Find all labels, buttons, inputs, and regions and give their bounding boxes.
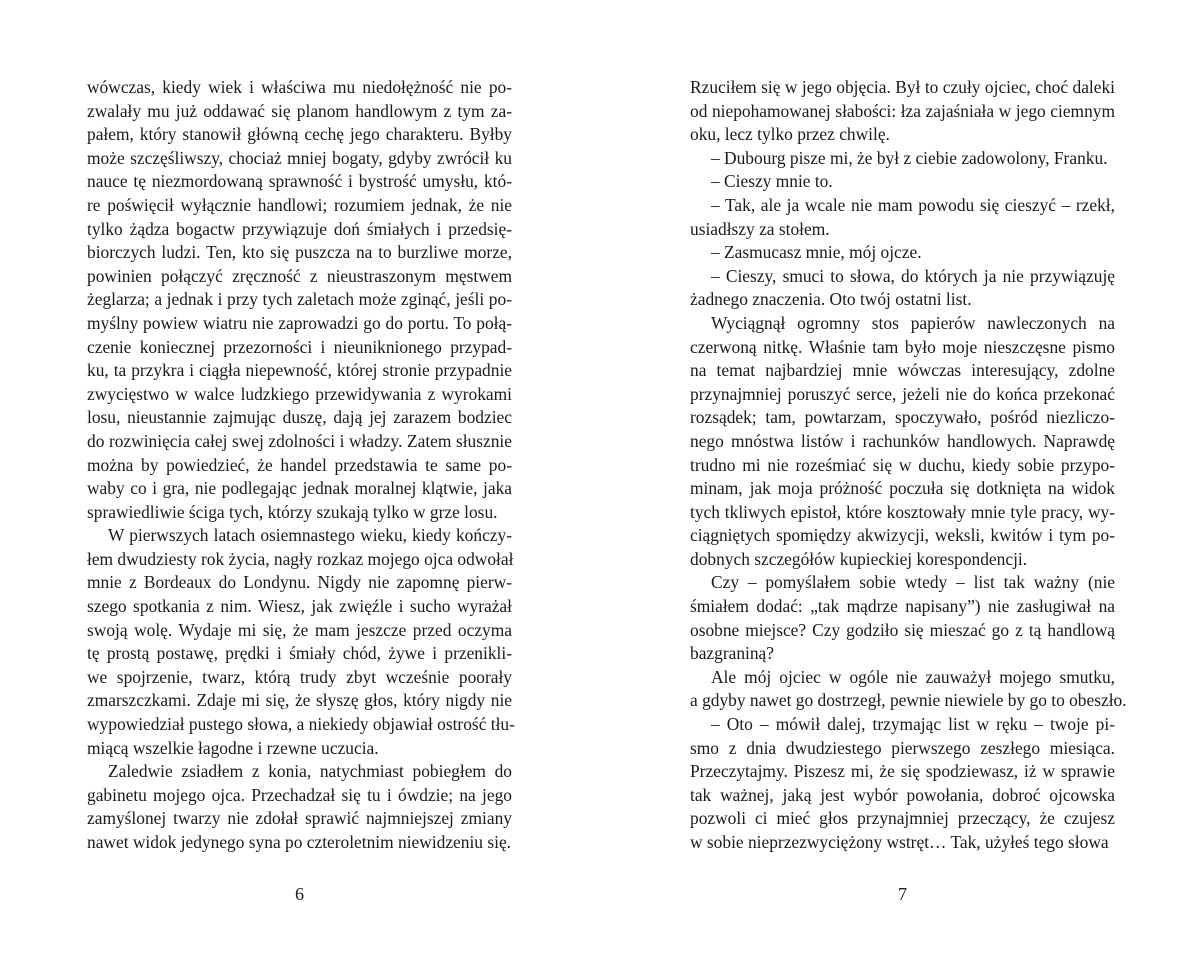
left-page-text xyxy=(87,76,515,855)
right-page-text xyxy=(690,76,1127,855)
text-line: Ale mój ojciec w ogóle nie zauważył mojego smutku, xyxy=(711,666,1115,687)
text-line: tę prostą postawę, prędki i śmiały chód, żywe i przenikli- xyxy=(87,643,512,664)
text-line: oku, lecz tylko przez chwilę. xyxy=(690,124,890,145)
text-line: sprawiedliwie ściga tych, którzy szukają tylko w grze losu. xyxy=(87,501,498,522)
text-line: W pierwszych latach osiemnastego wieku, kiedy kończy- xyxy=(108,525,512,546)
text-line: zwalały mu już oddawać się planom handlowym z tym za- xyxy=(87,100,512,121)
text-line: tylko żądza bogactw przywiązuje doń śmiałych i przedsię- xyxy=(87,218,512,239)
text-line: smo z dnia dwudziestego pierwszego zeszłego miesiąca. xyxy=(690,737,1115,758)
text-line: tych tkliwych epistoł, które kosztowały mnie tyle pracy, wy- xyxy=(690,501,1115,522)
text-line: Przeczytajmy. Piszesz mi, że się spodziewasz, iż w sprawie xyxy=(690,761,1115,782)
text-line: w sobie nieprzezwyciężony wstręt… Tak, użyłeś tego słowa xyxy=(690,832,1109,852)
text-line: we spojrzenie, twarz, którą trudy zbyt wcześnie poorały xyxy=(87,666,512,687)
text-line: – Oto – mówił dalej, trzymając list w ręku – twoje pi- xyxy=(711,714,1115,735)
text-line: Czy – pomyślałem sobie wtedy – list tak ważny (nie xyxy=(711,572,1115,593)
text-line: wówczas, kiedy wiek i właściwa mu niedołężność nie po- xyxy=(87,77,512,97)
text-line: minam, jak moja próżność poczuła się dotknięta na widok xyxy=(690,478,1115,499)
text-line: – Tak, ale ja wcale nie mam powodu się cieszyć – rzekł, xyxy=(711,194,1115,215)
text-line: tak ważnej, jaką jest wybór powołania, dobroć ojcowska xyxy=(690,784,1115,805)
text-line: waby co i gra, nie podlegając jednak moralnej klątwie, jaka xyxy=(87,478,512,499)
text-line: swoją wolę. Wydaje mi się, że mam jeszcze przed oczyma xyxy=(87,619,512,640)
text-line: rozsądek; tam, powtarzam, spoczywało, pośród niezliczo- xyxy=(690,407,1115,428)
text-line: – Cieszy, smuci to słowa, do których ja nie przywiązuję xyxy=(711,265,1115,286)
text-line: gabinetu mojego ojca. Przechadzał się tu i ówdzie; na jego xyxy=(87,784,512,805)
text-line: powinien połączyć zręczność z nieustraszonym męstwem xyxy=(87,265,512,286)
text-line: nawet widok jedynego syna po czteroletnim niewidzeniu się. xyxy=(87,832,512,852)
text-line: śmiałem dodać: „tak mądrze napisany”) nie zasługiwał na xyxy=(690,596,1115,617)
text-line: losu, nieustannie zajmując duszę, dają jej zarazem bodziec xyxy=(87,407,512,428)
text-line: wypowiedział pustego słowa, a niekiedy objawiał ostrość tłu- xyxy=(87,714,515,735)
text-line: Wyciągnął ogromny stos papierów nawleczonych na xyxy=(711,312,1115,333)
page-number-right: 7 xyxy=(898,884,907,904)
text-line: czerwoną nitkę. Właśnie tam było moje nieszczęsne pismo xyxy=(690,336,1115,357)
text-line: – Zasmucasz mnie, mój ojcze. xyxy=(711,242,922,263)
text-line: zamyślonej twarzy nie zdołał sprawić najmniejszej zmiany xyxy=(87,808,512,829)
text-line: nauce tę niezmordowaną sprawność i bystrość umysłu, któ- xyxy=(87,171,512,192)
text-line: łem dwudziesty rok życia, nagły rozkaz mojego ojca odwołał xyxy=(87,548,514,569)
text-line: pozwoli ci mieć głos przynajmniej przeczący, że czujesz xyxy=(690,808,1115,829)
text-line: a gdyby nawet go dostrzegł, pewnie niewiele by go to obeszło. xyxy=(690,690,1127,711)
text-line: osobne miejsce? Czy godziło się mieszać go z tą handlową xyxy=(690,619,1115,640)
text-line: mnie z Bordeaux do Londynu. Nigdy nie zapomnę pierw- xyxy=(87,572,512,593)
text-line: myślny powiew wiatru nie zaprowadzi go do portu. To połą- xyxy=(87,312,512,333)
text-line: szego spotkania z nim. Wiesz, jak zwięźle i sucho wyrażał xyxy=(87,596,512,617)
text-line: nego mnóstwa listów i rachunków handlowych. Naprawdę xyxy=(690,430,1115,451)
text-line: na temat najbardziej mnie wówczas interesujący, zdolne xyxy=(690,360,1115,381)
text-line: można by powiedzieć, że handel przedstawia te same po- xyxy=(87,454,512,475)
text-line: od niepohamowanej słabości: łza zajaśniała w jego ciemnym xyxy=(690,100,1115,121)
text-line: Rzuciłem się w jego objęcia. Był to czuły ojciec, choć daleki xyxy=(690,77,1115,97)
text-line: Zaledwie zsiadłem z konia, natychmiast pobiegłem do xyxy=(108,761,512,782)
text-line: przynajmniej poruszyć serce, jeżeli nie do końca przekonać xyxy=(690,383,1115,404)
text-line: do rozwinięcia całej swej zdolności i władzy. Zatem słusznie xyxy=(87,430,512,451)
text-line: biorczych ludzi. Ten, kto się puszcza na to burzliwe morze, xyxy=(87,242,512,263)
text-line: czenie koniecznej przezorności i nieuniknionego przypad- xyxy=(87,336,512,357)
text-line: dobnych szczegółów kupieckiej korespondencji. xyxy=(690,548,1028,569)
text-line: ciągniętych spomiędzy akwizycji, weksli, kwitów i tym po- xyxy=(690,525,1115,546)
text-line: może szczęśliwszy, chociaż mniej bogaty, gdyby zwrócił ku xyxy=(87,147,512,168)
text-line: żeglarza; a jednak i przy tych zaletach może zginąć, jeśli po- xyxy=(87,289,512,310)
text-line: miącą wszelkie łagodne i rzewne uczucia. xyxy=(87,737,379,758)
text-line: żadnego znaczenia. Oto twój ostatni list. xyxy=(690,289,972,310)
page-number-left: 6 xyxy=(295,884,304,904)
text-line: trudno mi nie roześmiać się w duchu, kiedy sobie przypo- xyxy=(690,454,1115,475)
text-line: zmarszczkami. Zdaje mi się, że słyszę głos, który nigdy nie xyxy=(87,690,512,711)
text-line: usiadłszy za stołem. xyxy=(690,218,830,239)
text-line: ku, ta przykra i ciągła niepewność, której stronie przypadnie xyxy=(87,360,512,381)
text-line: re poświęcił wyłącznie handlowi; rozumiem jednak, że nie xyxy=(87,194,512,215)
text-line: – Cieszy mnie to. xyxy=(711,171,833,192)
text-line: – Dubourg pisze mi, że był z ciebie zadowolony, Franku. xyxy=(711,147,1108,168)
text-line: bazgraniną? xyxy=(690,643,774,664)
text-line: pałem, który stanowił główną cechę jego charakteru. Byłby xyxy=(87,124,512,145)
text-line: zwycięstwo w walce ludzkiego przewidywania z wyrokami xyxy=(87,383,512,404)
